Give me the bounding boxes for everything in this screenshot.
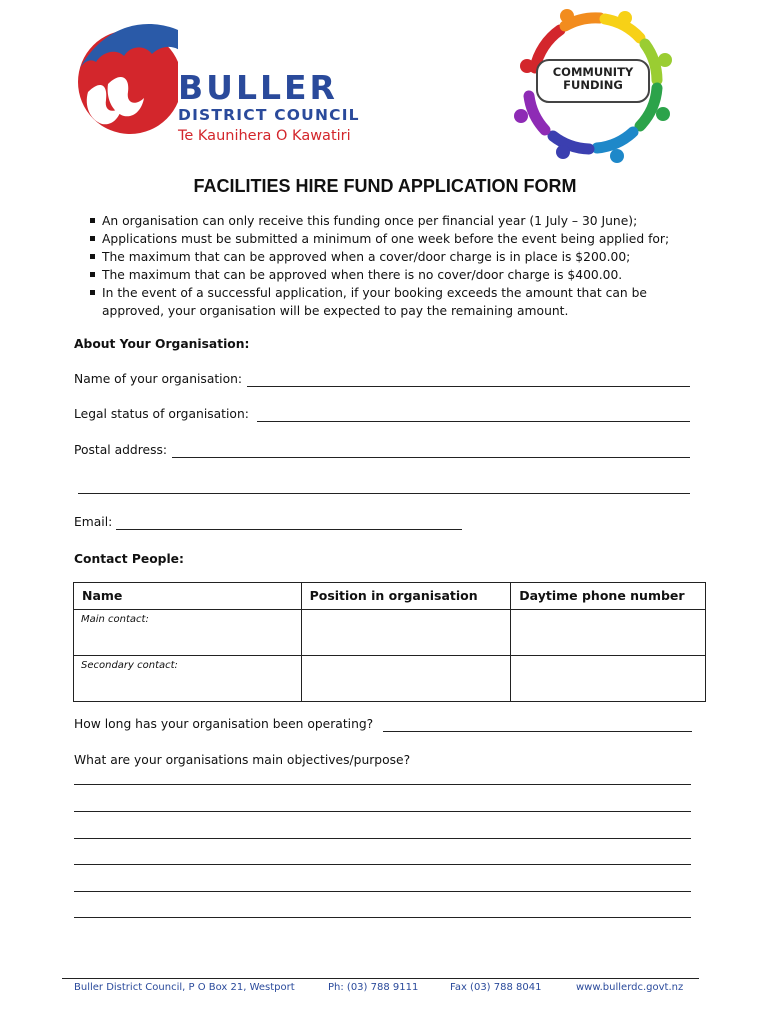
main-contact-phone-cell[interactable] xyxy=(511,610,706,656)
main-contact-label: Main contact: xyxy=(81,614,149,625)
objectives-field-line-3[interactable] xyxy=(74,838,691,839)
legal-status-label: Legal status of organisation: xyxy=(74,407,249,421)
table-row xyxy=(74,656,706,702)
council-name: BULLER xyxy=(178,68,338,107)
objectives-field-line-6[interactable] xyxy=(74,917,691,918)
eligibility-rules-list xyxy=(88,212,708,320)
objectives-field-line-4[interactable] xyxy=(74,864,691,865)
secondary-contact-label: Secondary contact: xyxy=(81,660,178,671)
buller-council-logo xyxy=(78,10,368,150)
column-header-position: Position in organisation xyxy=(301,583,511,610)
badge-line-2: FUNDING xyxy=(563,78,623,92)
column-header-phone: Daytime phone number xyxy=(511,583,706,610)
rule-item: The maximum that can be approved when a cover/door charge is in place is $200.00; xyxy=(88,248,708,266)
objectives-field-line-5[interactable] xyxy=(74,891,691,892)
organisation-name-field[interactable] xyxy=(247,386,690,387)
contact-people-heading: Contact People: xyxy=(74,552,184,566)
objectives-field-line-2[interactable] xyxy=(74,811,691,812)
about-organisation-heading: About Your Organisation: xyxy=(74,337,250,351)
footer-phone: Ph: (03) 788 9111 xyxy=(328,982,419,993)
community-funding-logo xyxy=(505,8,680,163)
council-maori-name: Te Kaunihera O Kawatiri xyxy=(178,128,351,144)
contact-people-table xyxy=(73,582,706,702)
badge-line-1: COMMUNITY xyxy=(552,65,634,79)
postal-address-label: Postal address: xyxy=(74,443,168,457)
operating-duration-label: How long has your organisation been operating? xyxy=(74,717,374,731)
main-contact-name-cell[interactable] xyxy=(74,610,302,656)
footer-divider xyxy=(62,978,699,979)
main-contact-position-cell[interactable] xyxy=(301,610,511,656)
objectives-label: What are your organisations main objectives/purpose? xyxy=(74,753,411,767)
table-header-row xyxy=(74,583,706,610)
organisation-name-label: Name of your organisation: xyxy=(74,372,243,386)
rule-item: In the event of a successful application, if your booking exceeds the amount that can be approved, your organisation will be expected to pay the remaining amount. xyxy=(88,284,708,320)
postal-address-field[interactable] xyxy=(172,457,690,458)
table-row xyxy=(74,610,706,656)
rule-item: The maximum that can be approved when there is no cover/door charge is $400.00. xyxy=(88,266,708,284)
rule-item: Applications must be submitted a minimum of one week before the event being applied for; xyxy=(88,230,708,248)
legal-status-field[interactable] xyxy=(257,421,690,422)
buller-emblem-icon xyxy=(78,10,178,135)
secondary-contact-phone-cell[interactable] xyxy=(511,656,706,702)
footer-fax: Fax (03) 788 8041 xyxy=(450,982,542,993)
rule-item: An organisation can only receive this funding once per financial year (1 July – 30 June); xyxy=(88,212,708,230)
footer-website: www.bullerdc.govt.nz xyxy=(576,982,684,993)
secondary-contact-name-cell[interactable] xyxy=(74,656,302,702)
postal-address-field-line-2[interactable] xyxy=(78,493,690,494)
footer-address: Buller District Council, P O Box 21, Westport xyxy=(74,982,295,993)
objectives-field-line-1[interactable] xyxy=(74,784,691,785)
email-label: Email: xyxy=(74,515,113,529)
column-header-name: Name xyxy=(74,583,302,610)
form-title: FACILITIES HIRE FUND APPLICATION FORM xyxy=(193,176,577,196)
operating-duration-field[interactable] xyxy=(383,731,692,732)
community-funding-badge-text xyxy=(541,66,645,92)
email-field[interactable] xyxy=(116,529,462,530)
secondary-contact-position-cell[interactable] xyxy=(301,656,511,702)
council-subtitle: DISTRICT COUNCIL xyxy=(178,106,360,124)
